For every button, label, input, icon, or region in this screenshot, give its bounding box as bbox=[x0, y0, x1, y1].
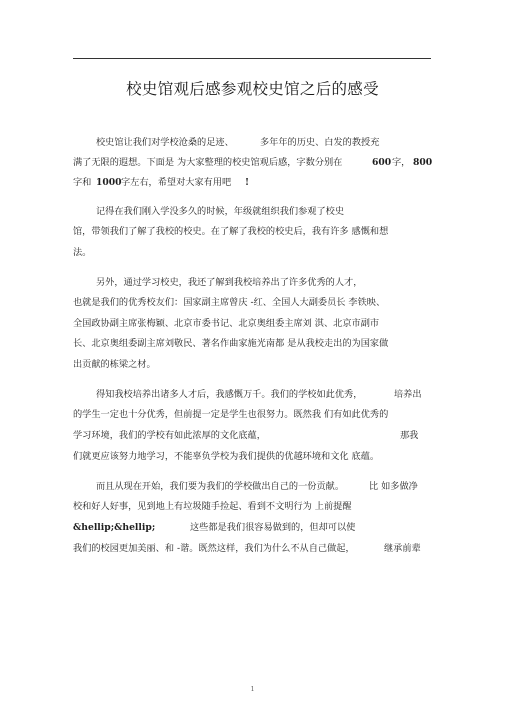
text-line: 比 如多做净 bbox=[369, 481, 418, 492]
header-rule bbox=[73, 58, 431, 59]
text-line: 而且从现在开始，我们要为我们的学校做出自己的一份贡献。 bbox=[96, 481, 345, 492]
text-line: 校和好人好事，见到地上有垃圾随手捡起、看到不文明行为 上前提醒 bbox=[73, 501, 352, 512]
text-line: 这些都是我们很容易做到的，但却可以使 bbox=[190, 522, 356, 533]
text-line: 全国政协副主席张梅颖、北京市委书记、北京奥组委主席刘 淇、北京市副市 bbox=[73, 318, 380, 329]
page-number: 1 bbox=[250, 686, 255, 693]
text-line: 另外，通过学习校史，我还了解到我校培养出了许多优秀的人才， bbox=[96, 277, 363, 288]
text-number: 1000 bbox=[96, 177, 122, 188]
text-line: 字， bbox=[392, 157, 411, 168]
text-line: 得知我校培养出诸多人才后，我感慨万千。我们的学校如此优秀， bbox=[96, 389, 363, 400]
text-number: 600 bbox=[372, 157, 392, 168]
text-line: 记得在我们刚入学没多久的时候，年级就组织我们参观了校史 bbox=[96, 206, 345, 217]
text-line: 出贡献的栋梁之材。 bbox=[73, 359, 156, 370]
text-line: 校史馆让我们对学校沧桑的足迹、 bbox=[96, 137, 234, 148]
text-line: &hellip;&hellip; bbox=[73, 522, 156, 533]
text-line: 满了无限的遐想。下面是 为大家整理的校史馆观后感，字数分别在 bbox=[73, 157, 343, 168]
text-line: 多年年的历史、白发的教授充 bbox=[260, 137, 380, 148]
text-line: 字和 bbox=[73, 177, 92, 188]
text-line: 馆，带领我们了解了我校的校史。在了解了我校的校史后，我有许多 感慨和想 bbox=[73, 226, 389, 237]
text-number: 800 bbox=[413, 157, 433, 168]
text-line: 长、北京奥组委副主席刘敬民、著名作曲家施光南都 是从我校走出的为国家做 bbox=[73, 338, 389, 349]
text-line: 们就更应该努力地学习，不能辜负学校为我们提供的优越环境和文化 底蕴。 bbox=[73, 451, 380, 462]
text-line: 学习环境，我们的学校有如此浓厚的文化底蕴， bbox=[73, 430, 266, 441]
text-line: 我们的校园更加美丽、和 -谐。既然这样，我们为什么不从自己做起， bbox=[73, 543, 355, 554]
text-line: 也就是我们的优秀校友们：国家副主席曾庆 -红、全国人大副委员长 李铁映、 bbox=[73, 297, 386, 308]
text-line: 培养出 bbox=[394, 389, 422, 400]
text-line: 法。 bbox=[73, 247, 92, 258]
text-line: 的学生一定也十分优秀，但前提一定是学生也很努力。既然我 们有如此优秀的 bbox=[73, 409, 389, 420]
document-title: 校史馆观后感参观校史馆之后的感受 bbox=[126, 80, 379, 98]
text-line: 那我 bbox=[400, 430, 419, 441]
text-line: 字左右，希望对大家有用吧 bbox=[121, 177, 232, 188]
text-punctuation: ! bbox=[245, 177, 250, 188]
text-line: 继承前辈 bbox=[384, 543, 421, 554]
